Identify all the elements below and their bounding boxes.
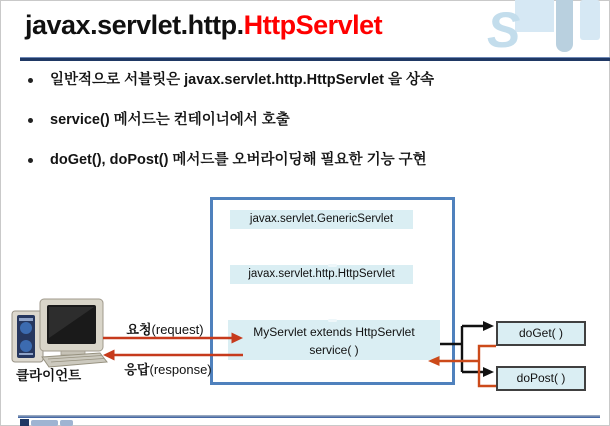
request-label [112, 319, 218, 338]
my-servlet-line2: service( ) [309, 343, 359, 357]
box-notch [328, 319, 337, 322]
client-label: 클라이언트 [16, 368, 82, 383]
footer-divider [18, 415, 600, 418]
university-logo-icon [487, 0, 605, 56]
request-label-english: (request) [151, 322, 204, 337]
svg-text:S: S [487, 2, 521, 56]
title-divider [20, 57, 610, 61]
my-servlet-line1: MyServlet extends HttpServlet [253, 325, 415, 339]
title-red-part: HttpServlet [243, 10, 383, 40]
client-computer-icon [4, 298, 108, 368]
my-servlet-box [228, 320, 440, 360]
box-notch [328, 264, 337, 267]
bullet-list [27, 72, 587, 192]
footer-logo-icon [20, 419, 80, 426]
http-servlet-box: javax.servlet.http.HttpServlet [230, 265, 413, 284]
response-label-korean: 응답 [124, 362, 150, 377]
response-label-english: (response) [149, 362, 212, 377]
dopost-box: doPost( ) [496, 366, 586, 391]
generic-servlet-box: javax.servlet.GenericServlet [230, 210, 413, 229]
bullet-item: doGet(), doPost() 메서드를 오버라이딩해 필요한 기능 구현 [27, 152, 587, 169]
doget-box: doGet( ) [496, 321, 586, 346]
title-black-part: javax.servlet.http. [25, 10, 244, 40]
request-label-korean: 요청 [126, 322, 152, 337]
bullet-item: service() 메서드는 컨테이너에서 호출 [27, 112, 587, 129]
page-title [25, 10, 382, 41]
response-label [115, 359, 221, 378]
bullet-item: 일반적으로 서블릿은 javax.servlet.http.HttpServlet 을 상속 [27, 72, 587, 89]
